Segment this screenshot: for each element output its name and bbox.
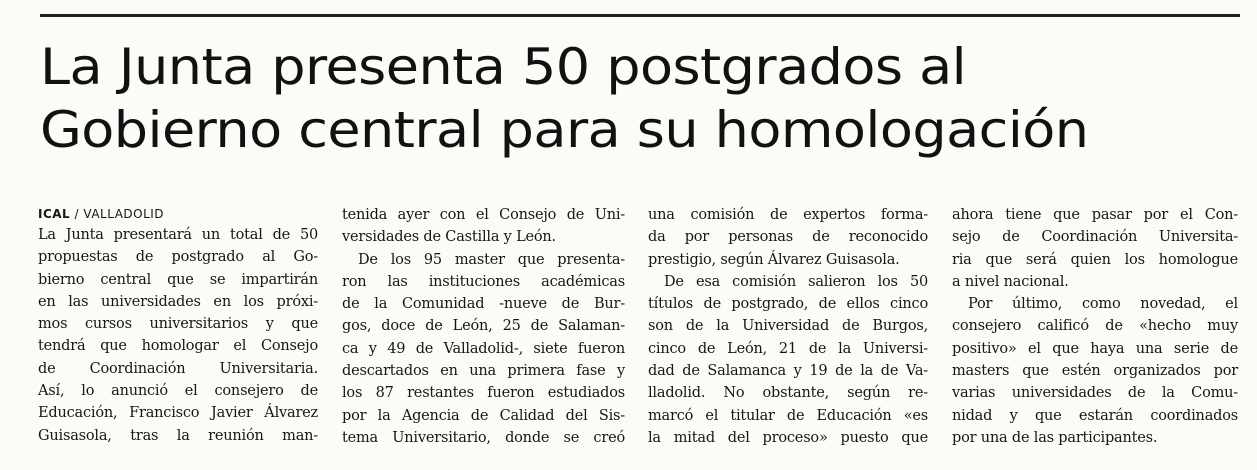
text-line: De esa comisión salieron los 50 <box>664 273 928 290</box>
text-line: tenida ayer con el Consejo de Uni- <box>342 207 625 223</box>
byline-agency: ICAL <box>38 207 71 221</box>
text-line: varias universidades de la Comu- <box>952 385 1238 402</box>
text-line: ron las instituciones académicas <box>342 273 625 290</box>
text-line: ahora tiene que pasar por el Con- <box>952 207 1238 223</box>
text-line: tendrá que homologar el Consejo <box>38 338 318 355</box>
text-line: mos cursos universitarios y que <box>38 316 318 333</box>
text-line: Guisasola, tras la reunión man- <box>38 427 318 444</box>
text-line: lladolid. No obstante, según re- <box>648 385 928 402</box>
text-line: La Junta presentará un total de 50 <box>38 227 318 243</box>
headline-line-2: Gobierno central para su homologación <box>40 101 1089 159</box>
byline <box>38 204 318 224</box>
text-line: marcó el titular de Educación «es <box>648 407 928 424</box>
text-line: da por personas de reconocido <box>648 229 928 246</box>
text-line: una comisión de expertos forma- <box>648 207 928 223</box>
text-line: ca y 49 de Valladolid-, siete fueron <box>342 340 625 357</box>
text-line: prestigio, según Álvarez Guisasola. <box>648 251 900 268</box>
article-column-3 <box>648 204 928 449</box>
text-line: la mitad del proceso» puesto que <box>648 429 928 446</box>
headline-line-1: La Junta presenta 50 postgrados al <box>40 38 967 96</box>
text-line: de Coordinación Universitaria. <box>38 360 318 377</box>
text-line: bierno central que se impartirán <box>38 271 318 288</box>
headline <box>40 36 1257 162</box>
text-line: dad de Salamanca y 19 de la de Va- <box>648 363 928 380</box>
text-line: por una de las participantes. <box>952 429 1158 446</box>
text-line: por la Agencia de Calidad del Sis- <box>342 407 625 424</box>
byline-location: VALLADOLID <box>83 207 165 221</box>
text-line: descartados en una primera fase y <box>342 363 625 380</box>
article-column-4 <box>952 204 1238 449</box>
text-line: masters que estén organizados por <box>952 363 1238 380</box>
text-line: ria que será quien los homologue <box>952 251 1238 268</box>
text-line: en las universidades en los próxi- <box>38 293 318 310</box>
article-column-1 <box>38 204 318 447</box>
text-line: Educación, Francisco Javier Álvarez <box>38 405 318 422</box>
text-line: de la Comunidad -nueve de Bur- <box>342 296 625 313</box>
text-line: versidades de Castilla y León. <box>342 229 556 246</box>
text-line: tema Universitario, donde se creó <box>342 429 625 446</box>
byline-separator: / <box>70 207 84 221</box>
text-line: sejo de Coordinación Universita- <box>952 229 1238 246</box>
text-line: a nivel nacional. <box>952 273 1069 290</box>
text-line: De los 95 master que presenta- <box>358 251 625 268</box>
text-line: gos, doce de León, 25 de Salaman- <box>342 318 625 335</box>
text-line: los 87 restantes fueron estudiados <box>342 385 625 402</box>
text-line: Así, lo anunció el consejero de <box>38 383 318 400</box>
article-column-2 <box>342 204 625 449</box>
text-line: Por último, como novedad, el <box>968 296 1238 313</box>
text-line: son de la Universidad de Burgos, <box>648 318 928 335</box>
text-line: consejero calificó de «hecho muy <box>952 318 1238 335</box>
top-rule <box>40 14 1240 17</box>
text-line: títulos de postgrado, de ellos cinco <box>648 296 928 313</box>
text-line: nidad y que estarán coordinados <box>952 407 1238 424</box>
text-line: cinco de León, 21 de la Universi- <box>648 340 928 357</box>
text-line: propuestas de postgrado al Go- <box>38 249 318 266</box>
text-line: positivo» el que haya una serie de <box>952 340 1238 357</box>
